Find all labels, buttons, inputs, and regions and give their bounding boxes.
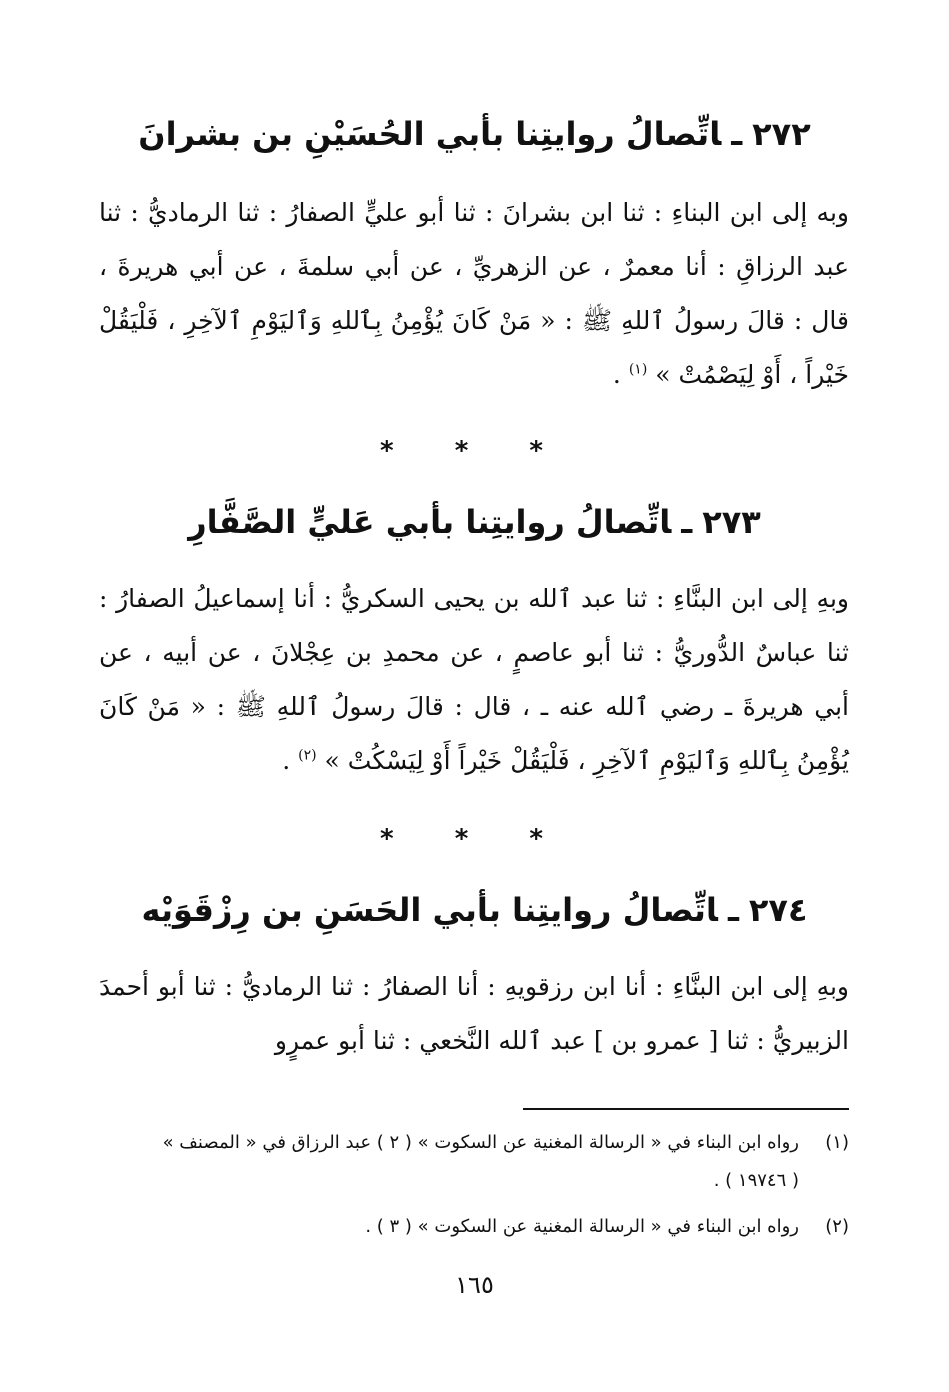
section-number: ٢٧٢ — [752, 115, 811, 153]
section-separator: * * * — [380, 436, 569, 466]
section-dash: ـ — [731, 115, 743, 153]
section-tail: . — [282, 746, 299, 775]
section-heading-272 — [0, 112, 949, 156]
footnote-1 — [99, 1124, 849, 1200]
footnote-ref: (١) — [628, 361, 648, 378]
section-number: ٢٧٤ — [748, 891, 808, 929]
section-title: اتِّصالُ روايتِنا بأبي الحَسَنِ بن رِزْقَوَيْه — [141, 891, 718, 929]
section-heading-274 — [0, 888, 949, 932]
section-body-273 — [99, 572, 849, 788]
footnote-rule — [523, 1108, 849, 1110]
footnote-number: (١) — [825, 1132, 849, 1153]
section-number: ٢٧٣ — [702, 503, 761, 541]
section-title: اتِّصالُ روايتِنا بأبي عَليٍّ الصَّفَّارِ — [188, 503, 672, 541]
footnote-text: رواه ابن البناء في « الرسالة المغنية عن السكوت » ( ٢ ) عبد الرزاق في « المصنف » — [162, 1132, 799, 1153]
page-number: ١٦٥ — [455, 1271, 494, 1299]
footnote-2 — [99, 1208, 849, 1246]
footnote-text: رواه ابن البناء في « الرسالة المغنية عن السكوت » ( ٣ ) . — [365, 1216, 799, 1237]
footnote-ref: (٢) — [298, 747, 317, 764]
section-text: وبهِ إلى ابن البنَّاءِ : أنا ابن رزقويهِ : أنا الصفارُ : ثنا الرماديُّ : ثنا أبو أحمدَ الزبيريُّ : ثنا [ عمرو بن ] عبد ٱلله النَّخعي : ثنا أبو عمرٍو — [99, 972, 849, 1055]
section-tail: . — [612, 360, 629, 389]
footnote-continuation: ( ١٩٧٤٦ ) . — [713, 1170, 799, 1191]
section-separator: * * * — [380, 824, 569, 854]
section-title: اتِّصالُ روايتِنا بأبي الحُسَيْنِ بن بشرانَ — [138, 115, 722, 153]
section-dash: ـ — [681, 503, 693, 541]
section-heading-273 — [0, 500, 949, 544]
section-dash: ـ — [727, 891, 739, 929]
section-text: وبهِ إلى ابن البنَّاءِ : ثنا عبد ٱلله بن يحيى السكريُّ : أنا إسماعيلُ الصفارُ : ثنا عباسٌ الدُّوريُّ : ثنا أبو عاصمٍ ، عن محمدِ بن عِجْلانَ ، عن أبيه ، عن أبي هريرةَ ـ رضي ٱلله عنه ـ ، قال : قالَ رسولُ ٱللهِ ﷺ : « مَنْ كَانَ يُؤْمِنُ بِٱللهِ وَٱليَوْمِ ٱلآخِرِ ، فَلْيَقُلْ خَيْراً أَوْ لِيَسْكُتْ » — [99, 584, 849, 775]
footnote-number: (٢) — [825, 1216, 849, 1237]
section-body-272 — [99, 186, 849, 402]
section-text: وبه إلى ابن البناءِ : ثنا ابن بشرانَ : ثنا أبو عليٍّ الصفارُ : ثنا الرماديُّ : ثنا عبد الرزاقِ : أنا معمرٌ ، عن الزهريِّ ، عن أبي سلمةَ ، عن أبي هريرةَ ، قال : قالَ رسولُ ٱللهِ ﷺ : « مَنْ كَانَ يُؤْمِنُ بِٱللهِ وَٱليَوْمِ ٱلآخِرِ ، فَلْيَقُلْ خَيْراً ، أَوْ لِيَصْمُتْ » — [99, 198, 849, 389]
section-body-274 — [99, 960, 849, 1068]
